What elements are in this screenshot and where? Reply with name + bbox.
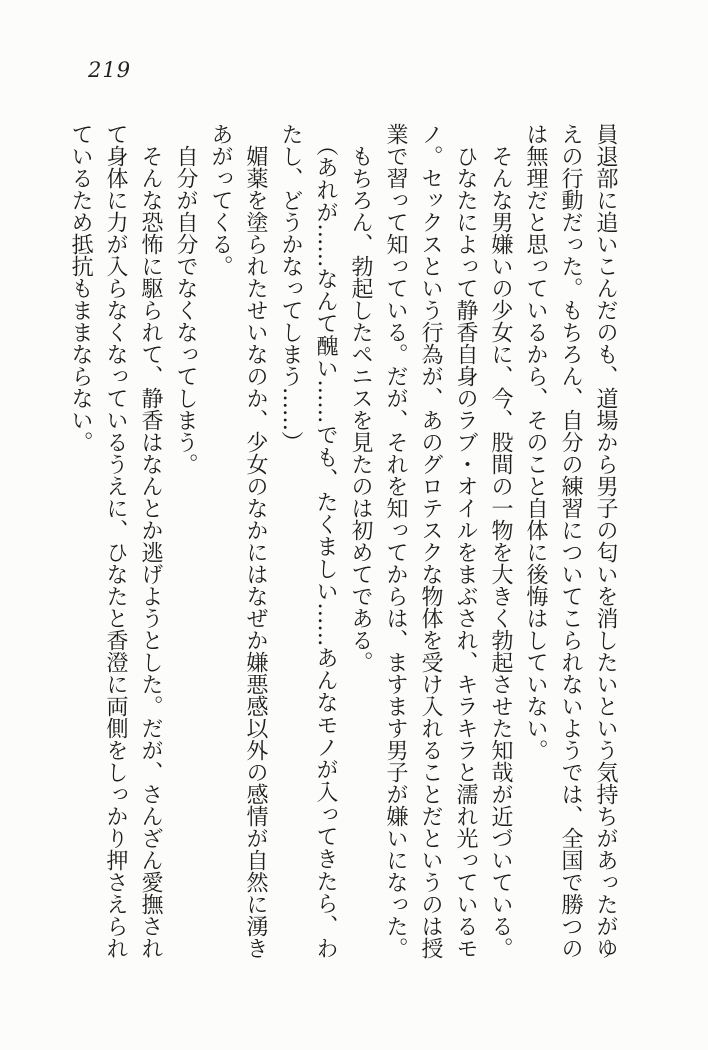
paragraph-1: 員退部に追いこんだのも、道場から男子の匂いを消したいという気持ちがあったがゆえの行動だった。もちろん、自分の練習についてこられないようでは、全国で勝つのは無理だと思っているから、そのこと自体に後悔はしていない。 bbox=[523, 123, 618, 959]
page-number: 219 bbox=[88, 58, 132, 82]
paragraph-6: 媚薬を塗られたせいなのか、少女のなかにはなぜか嫌悪感以外の感情が自然に湧きあがってくる。 bbox=[208, 123, 268, 959]
paragraph-8: そんな恐怖に駆られて、静香はなんとか逃げようとした。だが、さんざん愛撫されて身体に力が入らなくなっているうえに、ひなたと香澄に両側をしっかり押さえられているため抵抗もままならない。 bbox=[68, 123, 163, 959]
page-text bbox=[63, 123, 623, 959]
paragraph-2: そんな男嫌いの少女に、今、股間の一物を大きく勃起させた知哉が近づいている。 bbox=[488, 145, 513, 959]
paragraph-7: 自分が自分でなくなってしまう。 bbox=[173, 145, 198, 475]
paragraph-3: ひなたによって静香自身のラブ・オイルをまぶされ、キラキラと濡れ光っているモノ。セックスという行為が、あのグロテスクな物体を受け入れることだというのは授業で習って知っている。だが、それを知ってからは、ますます男子が嫌いになった。 bbox=[383, 123, 478, 959]
paragraph-4: もちろん、勃起したペニスを見たのは初めてである。 bbox=[348, 145, 373, 673]
paragraph-5-monologue: （あれが……なんて醜い……でも、たくましい……あんなモノが入ってきたら、わたし、どうかなってしまう……） bbox=[278, 123, 338, 959]
